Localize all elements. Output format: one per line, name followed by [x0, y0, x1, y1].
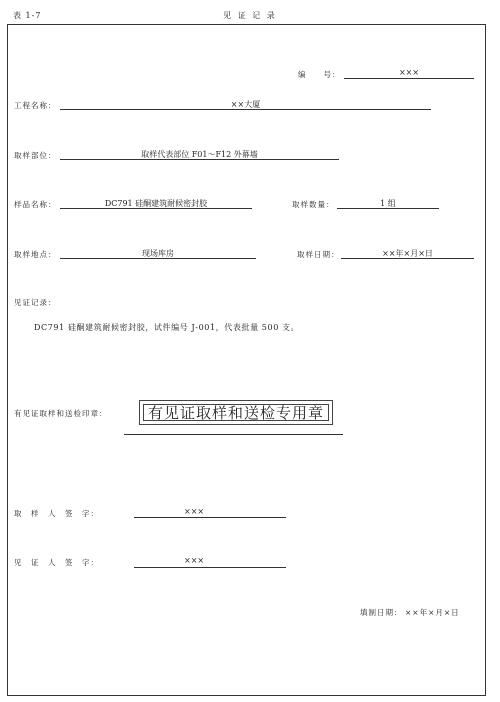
part-underline [60, 159, 339, 160]
number-value: ××× [398, 68, 420, 77]
witness-label: 见 证 人 签 字： [14, 558, 99, 567]
sample-name-value: DC791 硅酮建筑耐候密封胶 [104, 199, 208, 208]
record-label: 见证记录： [14, 298, 57, 307]
sample-qty-underline [337, 208, 439, 209]
sampler-value: ××× [184, 507, 205, 516]
number-underline [344, 78, 474, 79]
location-value: 现场库房 [142, 249, 174, 258]
date-value: ××年×月×日 [382, 249, 433, 258]
sample-name-underline [60, 208, 252, 209]
sampler-label: 取 样 人 签 字： [14, 509, 99, 518]
table-number: 表 1-7 [13, 11, 42, 20]
date-underline [341, 258, 474, 259]
project-label: 工程名称： [14, 101, 57, 110]
page-title: 见 证 记 录 [223, 11, 277, 20]
fill-date-value: ××年×月×日 [405, 608, 460, 617]
witness-underline [134, 567, 286, 568]
record-text: DC791 硅酮建筑耐候密封胶，试件编号 J-001，代表批量 500 支。 [34, 323, 300, 332]
fill-date-label: 填制日期： [360, 608, 403, 617]
sampler-underline [134, 517, 286, 518]
location-underline [60, 258, 256, 259]
stamp-underline [124, 434, 343, 435]
part-value: 取样代表部位 F01～F12 外幕墙 [141, 150, 258, 159]
sample-name-label: 样品名称： [14, 200, 57, 209]
form-frame [7, 24, 486, 696]
project-value: ××大厦 [230, 100, 261, 109]
number-label: 编 号： [298, 70, 341, 79]
sample-qty-label: 取样数量： [292, 200, 335, 209]
part-label: 取样部位： [14, 151, 57, 160]
project-underline [60, 109, 431, 110]
location-label: 取样地点： [14, 250, 57, 259]
date-label: 取样日期： [297, 250, 340, 259]
witness-value: ××× [184, 556, 205, 565]
stamp-label: 有见证取样和送检印章： [14, 409, 108, 418]
witness-stamp [139, 400, 333, 425]
stamp-text: 有见证取样和送检专用章 [143, 404, 329, 421]
sample-qty-value: 1 组 [380, 199, 396, 208]
